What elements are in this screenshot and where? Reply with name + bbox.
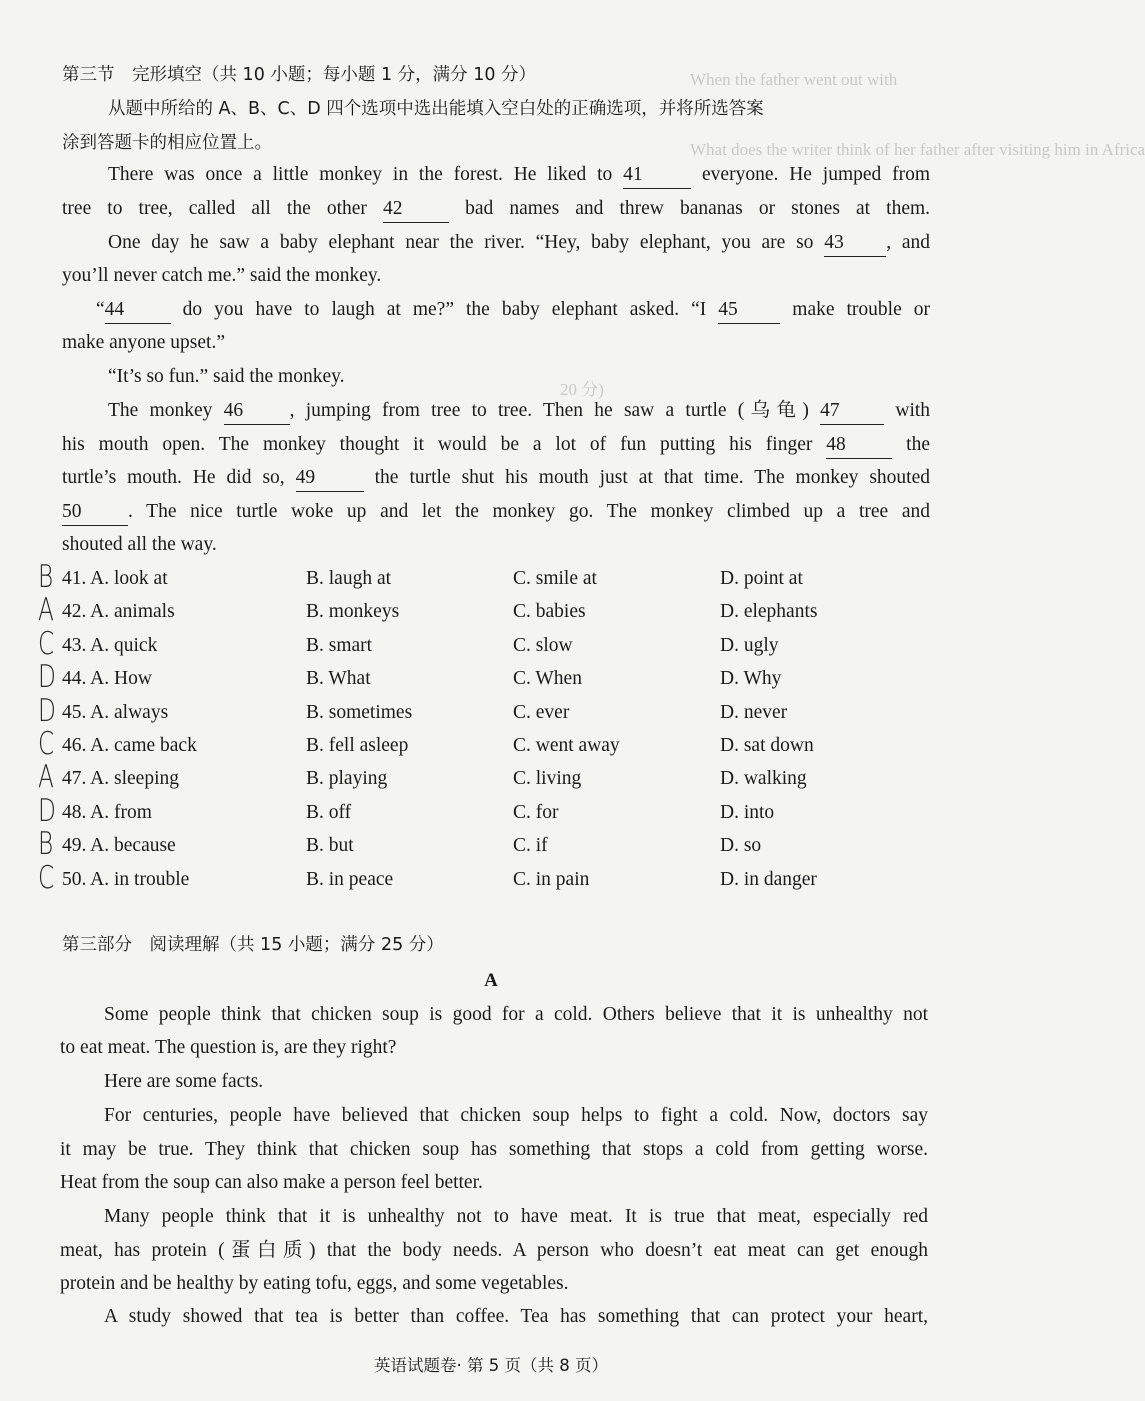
blank-44: 44 [105,297,171,324]
reading-line: Here are some facts. [104,1071,264,1092]
reading-line: meat, has protein (蛋白质) that the body needs. A person who doesn’t eat meat can get enough [60,1240,928,1261]
option-a: 42. A. animals [62,601,175,623]
bleed-through-text: 20 分) [560,380,604,399]
reading-line: Some people think that chicken soup is good for a cold. Others believe that it is unhealthy not [104,1004,928,1025]
cloze-paragraph-line: “44 do you have to laugh at me?” the baby elephant asked. “I 45 make trouble or [96,293,930,327]
passage-letter: A [484,970,498,991]
handwritten-answer-mark: C [38,726,55,762]
bleed-through-text: What does the writer think of her father after visiting him in Africa [690,140,1145,159]
blank-48: 48 [826,432,892,459]
page-footer: 英语试题卷· 第 5 页（共 8 页） [374,1356,608,1375]
option-c: C. if [513,835,548,857]
cloze-paragraph-line: his mouth open. The monkey thought it would be a lot of fun putting his finger 48 the [62,428,930,462]
cloze-paragraph-line: “It’s so fun.” said the monkey. [108,366,345,387]
cloze-paragraph-line: shouted all the way. [62,534,217,555]
cloze-paragraph-line: turtle’s mouth. He did so, 49 the turtle shut his mouth just at that time. The monkey shouted [62,461,930,495]
cloze-paragraph-line: 50 . The nice turtle woke up and let the monkey go. The monkey climbed up a tree and [62,495,930,529]
cloze-paragraph-line: make anyone upset.” [62,332,225,353]
option-b: B. but [306,835,354,857]
blank-43: 43 [824,230,886,257]
option-c: C. slow [513,634,573,656]
cloze-paragraph-line: The monkey 46 , jumping from tree to tree. Then he saw a turtle (乌龟) 47 with [108,394,930,428]
handwritten-answer-mark: D [38,659,56,696]
option-c: C. living [513,768,582,790]
reading-line: For centuries, people have believed that chicken soup helps to fight a cold. Now, doctors say [104,1105,928,1126]
cloze-paragraph-line: One day he saw a baby elephant near the river. “Hey, baby elephant, you are so 43 , and [108,226,930,260]
option-c: C. for [513,801,559,823]
option-b: B. What [306,668,371,690]
option-d: D. in danger [720,868,817,890]
option-b: B. smart [306,634,373,656]
reading-heading: 第三部分 阅读理解（共 15 小题；满分 25 分） [62,935,444,955]
handwritten-answer-mark: B [38,826,54,863]
blank-42: 42 [383,196,449,223]
blank-46: 46 [224,398,290,425]
blank-49: 49 [296,465,364,492]
reading-line: it may be true. They think that chicken soup has something that stops a cold from getting worse. [60,1139,928,1160]
option-a: 46. A. came back [62,735,197,756]
blank-41: 41 [623,162,691,189]
cloze-paragraph-line: There was once a little monkey in the forest. He liked to 41 everyone. He jumped from [108,158,930,192]
option-d: D. Why [720,668,782,690]
option-d: D. walking [720,768,807,790]
option-b: B. laugh at [306,568,392,589]
reading-line: A study showed that tea is better than coffee. Tea has something that can protect your heart, [104,1306,928,1327]
option-c: C. When [513,668,582,690]
handwritten-answer-mark: A [38,592,54,629]
option-c: C. in pain [513,868,590,890]
cloze-paragraph-line: tree to tree, called all the other 42 bad names and threw bananas or stones at them. [62,192,930,226]
option-b: B. playing [306,768,388,790]
option-c: C. smile at [513,568,597,589]
option-a: 50. A. in trouble [62,868,190,890]
handwritten-answer-mark: A [38,759,54,796]
option-a: 45. A. always [62,701,169,723]
cloze-heading: 第三节 完形填空（共 10 小题；每小题 1 分，满分 10 分） [62,65,537,85]
option-b: B. fell asleep [306,735,409,756]
blank-47: 47 [820,398,884,425]
handwritten-answer-mark: D [38,692,56,729]
option-d: D. sat down [720,735,814,756]
option-a: 43. A. quick [62,634,158,656]
handwritten-answer-mark: C [38,625,55,662]
reading-line: to eat meat. The question is, are they right? [60,1037,397,1058]
option-d: D. point at [720,568,803,589]
option-d: D. so [720,835,762,857]
option-b: B. sometimes [306,701,413,723]
blank-50: 50 [62,499,128,526]
bleed-through-text: When the father went out with [690,70,898,89]
handwritten-answer-mark: C [38,859,55,896]
option-d: D. never [720,701,788,723]
option-b: B. off [306,801,352,823]
cloze-instruction-cont: 涂到答题卡的相应位置上。 [62,133,272,153]
reading-line: protein and be healthy by eating tofu, eggs, and some vegetables. [60,1273,569,1294]
option-c: C. went away [513,735,620,756]
reading-line: Heat from the soup can also make a person feel better. [60,1172,483,1193]
option-a: 47. A. sleeping [62,768,179,790]
option-a: 48. A. from [62,801,152,823]
option-d: D. ugly [720,634,779,656]
handwritten-answer-mark: B [38,559,54,595]
option-d: D. elephants [720,601,818,623]
reading-line: Many people think that it is unhealthy not to have meat. It is true that meat, especially red [104,1206,928,1227]
cloze-paragraph-line: you’ll never catch me.” said the monkey. [62,265,382,286]
option-c: C. babies [513,601,586,623]
cloze-instruction: 从题中所给的 A、B、C、D 四个选项中选出能填入空白处的正确选项，并将所选答案 [108,99,764,119]
option-b: B. monkeys [306,601,400,623]
blank-45: 45 [718,297,780,324]
option-b: B. in peace [306,868,394,890]
handwritten-answer-mark: D [38,792,56,829]
option-a: 44. A. How [62,668,152,690]
option-a: 49. A. because [62,835,176,857]
option-d: D. into [720,801,775,823]
option-c: C. ever [513,701,570,723]
option-a: 41. A. look at [62,568,168,589]
